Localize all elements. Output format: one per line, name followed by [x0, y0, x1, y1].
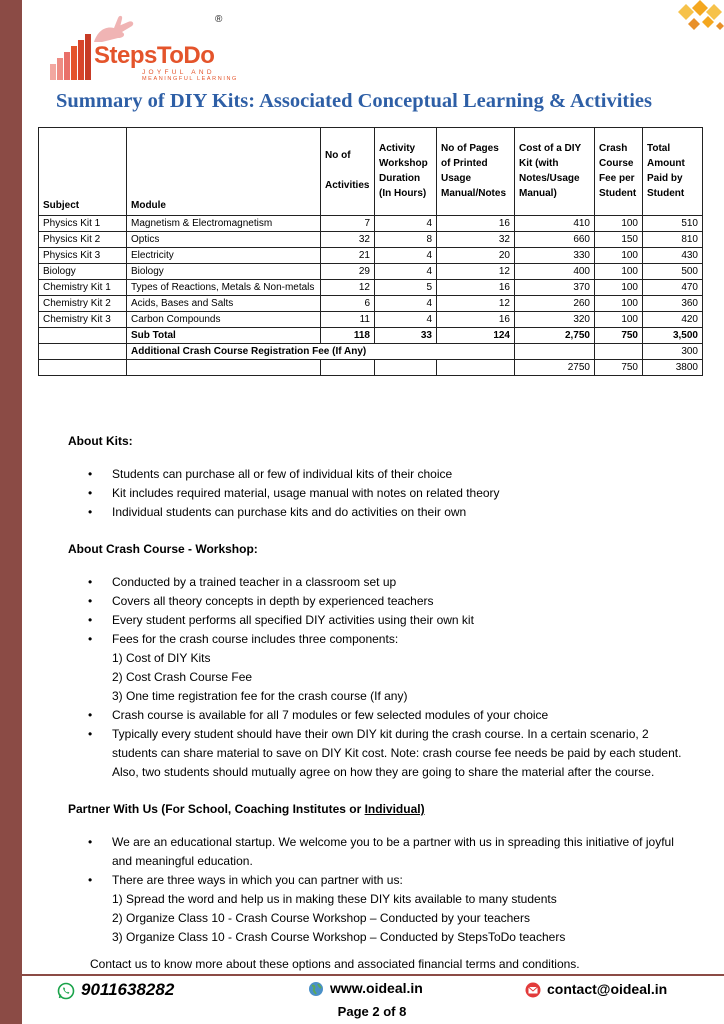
cell: 16	[437, 312, 515, 328]
list-item: • Crash course is available for all 7 modules or few selected modules of your choice	[68, 706, 688, 725]
header-crash-fee: Crash Course Fee per Student	[595, 128, 643, 216]
cell: 260	[515, 296, 595, 312]
registration-fee-label: Additional Crash Course Registration Fee (If Any)	[127, 344, 515, 360]
cell: 16	[437, 216, 515, 232]
list-item: • Every student performs all specified DIY activities using their own kit	[68, 611, 688, 630]
list-item: 3) Organize Class 10 - Crash Course Workshop – Conducted by StepsToDo teachers	[112, 930, 566, 944]
cell	[321, 360, 375, 376]
subtotal-crash-fee: 750	[595, 328, 643, 344]
cell: 4	[375, 264, 437, 280]
header-kit-cost: Cost of a DIY Kit (with Notes/Usage Manual)	[515, 128, 595, 216]
subtotal-label: Sub Total	[127, 328, 321, 344]
registration-fee-value: 300	[643, 344, 703, 360]
fee-components-intro: Fees for the crash course includes three components:	[112, 632, 399, 646]
cell	[595, 344, 643, 360]
registration-fee-row	[39, 344, 703, 360]
cell: 510	[643, 216, 703, 232]
cell: 410	[515, 216, 595, 232]
cell: 100	[595, 216, 643, 232]
cell	[375, 360, 437, 376]
cell: Physics Kit 2	[39, 232, 127, 248]
subtotal-row	[39, 328, 703, 344]
cell: 16	[437, 280, 515, 296]
footer-divider	[22, 974, 724, 976]
partner-ways-list	[90, 890, 688, 947]
cell: Chemistry Kit 2	[39, 296, 127, 312]
footer-phone-text: 9011638282	[81, 980, 175, 999]
page-number: Page 2 of 8	[337, 1004, 407, 1019]
cell: 12	[437, 264, 515, 280]
globe-icon	[308, 981, 324, 997]
cell: 320	[515, 312, 595, 328]
cell: Types of Reactions, Metals & Non-metals	[127, 280, 321, 296]
list-item	[68, 630, 688, 706]
final-crash-fee: 750	[595, 360, 643, 376]
cell: 400	[515, 264, 595, 280]
logo-wordmark: StepsToDo	[94, 42, 215, 69]
cell	[321, 376, 375, 390]
table-row	[39, 216, 703, 232]
cell: 12	[437, 296, 515, 312]
list-item: • Typically every student should have their own DIY kit during the crash course. In a certain scenario, 2 students can share material to save on DIY Kit cost. Note: crash course fee needs be paid by each student. Also, two students should mutually agree on how they are going to share the material after the course.	[68, 725, 688, 782]
cell	[437, 376, 515, 390]
footer-phone[interactable]	[57, 980, 174, 1000]
empty-row	[39, 376, 703, 390]
subtotal-activities: 118	[321, 328, 375, 344]
crash-course-list	[68, 573, 688, 782]
registered-mark: ®	[215, 14, 223, 25]
table-row	[39, 296, 703, 312]
cell: Physics Kit 3	[39, 248, 127, 264]
header-total: Total Amount Paid by Student	[643, 128, 703, 216]
logo-tagline-1: JOYFUL AND	[142, 69, 215, 76]
decorative-diamonds-icon	[664, 0, 724, 40]
cell: 6	[321, 296, 375, 312]
list-item: • Covers all theory concepts in depth by experienced teachers	[68, 592, 688, 611]
cell	[127, 360, 321, 376]
cell	[375, 376, 437, 390]
footer-email-text: contact@oideal.in	[547, 981, 668, 997]
partner-ways-intro: There are three ways in which you can partner with us:	[112, 873, 403, 887]
subtotal-kit-cost: 2,750	[515, 328, 595, 344]
cell	[127, 376, 321, 390]
cell	[595, 376, 643, 390]
header-subject: Subject	[39, 128, 127, 216]
cell: 330	[515, 248, 595, 264]
header-module: Module	[127, 128, 321, 216]
cell: Chemistry Kit 1	[39, 280, 127, 296]
crash-course-heading: About Crash Course - Workshop:	[68, 542, 258, 556]
list-item: 1) Spread the word and help us in making these DIY kits available to many students	[112, 892, 557, 906]
mail-icon	[525, 982, 541, 998]
footer-website[interactable]	[308, 980, 423, 997]
cell: 4	[375, 312, 437, 328]
cell: Biology	[39, 264, 127, 280]
cell: Physics Kit 1	[39, 216, 127, 232]
stepstodo-logo	[50, 12, 240, 82]
table-row	[39, 232, 703, 248]
cell: Acids, Bases and Salts	[127, 296, 321, 312]
subtotal-hours: 33	[375, 328, 437, 344]
list-item: 2) Organize Class 10 - Crash Course Workshop – Conducted by your teachers	[112, 911, 530, 925]
cell	[39, 344, 127, 360]
final-total-row	[39, 360, 703, 376]
cell: 360	[643, 296, 703, 312]
cell: 21	[321, 248, 375, 264]
header-pages: No of Pages of Printed Usage Manual/Notes	[437, 128, 515, 216]
table-row	[39, 312, 703, 328]
page-title: Summary of DIY Kits: Associated Conceptual Learning & Activities	[56, 90, 652, 112]
cell: 470	[643, 280, 703, 296]
list-item: 2) Cost Crash Course Fee	[112, 670, 253, 684]
final-kit-cost: 2750	[515, 360, 595, 376]
about-kits-heading: About Kits:	[68, 434, 133, 448]
cell	[643, 376, 703, 390]
cell: 100	[595, 296, 643, 312]
cell	[515, 376, 595, 390]
hand-icon	[88, 12, 138, 46]
table-header-row	[39, 128, 703, 216]
cell: 32	[437, 232, 515, 248]
footer-website-text: www.oideal.in	[330, 980, 423, 996]
cell: 150	[595, 232, 643, 248]
cell	[437, 360, 515, 376]
side-accent-bar	[0, 0, 22, 1024]
list-item: • Students can purchase all or few of individual kits of their choice	[68, 465, 688, 484]
cell: Magnetism & Electromagnetism	[127, 216, 321, 232]
cell: 430	[643, 248, 703, 264]
cell: 100	[595, 248, 643, 264]
list-item: • We are an educational startup. We welcome you to be a partner with us in spreading this initiative of joyful and meaningful education.	[68, 833, 688, 871]
cell: 100	[595, 312, 643, 328]
list-item	[68, 871, 688, 947]
page-content	[68, 432, 688, 974]
table-row	[39, 280, 703, 296]
partner-heading-underlined: Individual)	[364, 802, 425, 816]
list-item: • Individual students can purchase kits and do activities on their own	[68, 503, 688, 522]
partner-heading-text: Partner With Us (For School, Coaching Institutes or	[68, 802, 365, 816]
list-item: • Conducted by a trained teacher in a classroom set up	[68, 573, 688, 592]
cell: 500	[643, 264, 703, 280]
subtotal-total: 3,500	[643, 328, 703, 344]
cell: 4	[375, 296, 437, 312]
list-item: 3) One time registration fee for the crash course (If any)	[112, 689, 408, 703]
cell	[39, 360, 127, 376]
cell: Biology	[127, 264, 321, 280]
table-row	[39, 248, 703, 264]
cell	[515, 344, 595, 360]
cell: 32	[321, 232, 375, 248]
cell: Carbon Compounds	[127, 312, 321, 328]
cell: Optics	[127, 232, 321, 248]
cell: 29	[321, 264, 375, 280]
kits-summary-table	[38, 127, 706, 390]
cell: 11	[321, 312, 375, 328]
logo-tagline-2: MEANINGFUL LEARNING	[142, 76, 238, 82]
final-total: 3800	[643, 360, 703, 376]
header-duration: Activity Workshop Duration (In Hours)	[375, 128, 437, 216]
cell: 20	[437, 248, 515, 264]
cell: 12	[321, 280, 375, 296]
cell: 100	[595, 264, 643, 280]
cell: 810	[643, 232, 703, 248]
table-row	[39, 264, 703, 280]
cell: 7	[321, 216, 375, 232]
footer-email[interactable]	[525, 981, 667, 998]
about-kits-list	[68, 465, 688, 522]
fee-components-list	[90, 649, 688, 706]
contact-note: Contact us to know more about these options and associated financial terms and conditions.	[90, 957, 580, 971]
list-item: 1) Cost of DIY Kits	[112, 651, 211, 665]
partner-list	[68, 833, 688, 947]
cell: 420	[643, 312, 703, 328]
partner-heading	[68, 800, 688, 819]
cell: 100	[595, 280, 643, 296]
list-item: • Kit includes required material, usage manual with notes on related theory	[68, 484, 688, 503]
cell: 5	[375, 280, 437, 296]
whatsapp-icon	[57, 982, 75, 1000]
cell	[39, 376, 127, 390]
cell	[39, 328, 127, 344]
cell: 8	[375, 232, 437, 248]
header-activities: No of Activities	[321, 128, 375, 216]
cell: 4	[375, 216, 437, 232]
cell: 370	[515, 280, 595, 296]
cell: Electricity	[127, 248, 321, 264]
cell: 4	[375, 248, 437, 264]
cell: Chemistry Kit 3	[39, 312, 127, 328]
cell: 660	[515, 232, 595, 248]
subtotal-pages: 124	[437, 328, 515, 344]
